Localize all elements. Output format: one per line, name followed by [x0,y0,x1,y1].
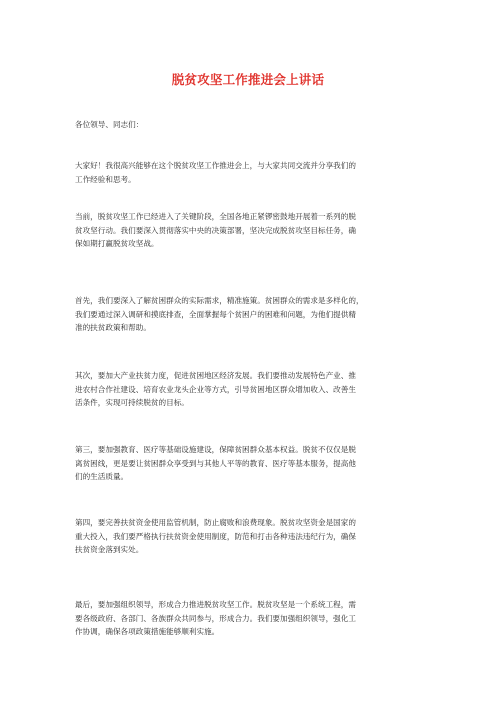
first-point-paragraph: 首先，我们要深入了解贫困群众的实际需求，精准施策。贫困群众的需求是多样化的， 我们要通过深入调研和摸底排查，全面掌握每个贫困户的困难和问题，为他们提供精 准的扶贫政策和帮助。 [75,296,364,332]
document-title: 脱贫攻坚工作推进会上讲话 [171,72,325,87]
current-status-paragraph: 当前，脱贫攻坚工作已经进入了关键阶段，全国各地正紧锣密鼓地开展着一系列的脱 贫攻坚行动。我们要深入贯彻落实中央的决策部署，坚决完成脱贫攻坚目标任务，确 保如期打赢脱贫攻坚战。 [75,212,356,248]
third-point-paragraph: 第三，要加强教育、医疗等基础设施建设，保障贫困群众基本权益。脱贫不仅仅是脱 离贫困线，更是要让贫困群众享受到与其他人平等的教育、医疗等基本服务，提高他 们的生活质量。 [75,445,356,481]
salutation-paragraph: 各位领导、同志们： [75,120,144,129]
second-point-paragraph: 其次，要加大产业扶贫力度，促进贫困地区经济发展。我们要推动发展特色产业、推 进农村合作社建设、培育农业龙头企业等方式，引导贫困地区群众增加收入、改善生 活条件，实现可持续脱贫的目标。 [75,371,356,407]
fourth-point-paragraph: 第四，要完善扶贫资金使用监管机制，防止腐败和浪费现象。脱贫攻坚资金是国家的 重大投入，我们要严格执行扶贫资金使用制度，防范和打击各种违法违纪行为，确保 扶贫资金落到实处。 [75,518,356,554]
greeting-paragraph: 大家好！我很高兴能够在这个脱贫攻坚工作推进会上，与大家共同交流并分享我们的 工作经验和思考。 [75,161,356,184]
final-point-paragraph: 最后，要加强组织领导，形成合力推进脱贫攻坚工作。脱贫攻坚是一个系统工程，需 要各级政府、各部门、各族群众共同参与，形成合力。我们要加强组织领导，强化工 作协调，确保各项政策措施能够顺利实施。 [75,600,356,636]
